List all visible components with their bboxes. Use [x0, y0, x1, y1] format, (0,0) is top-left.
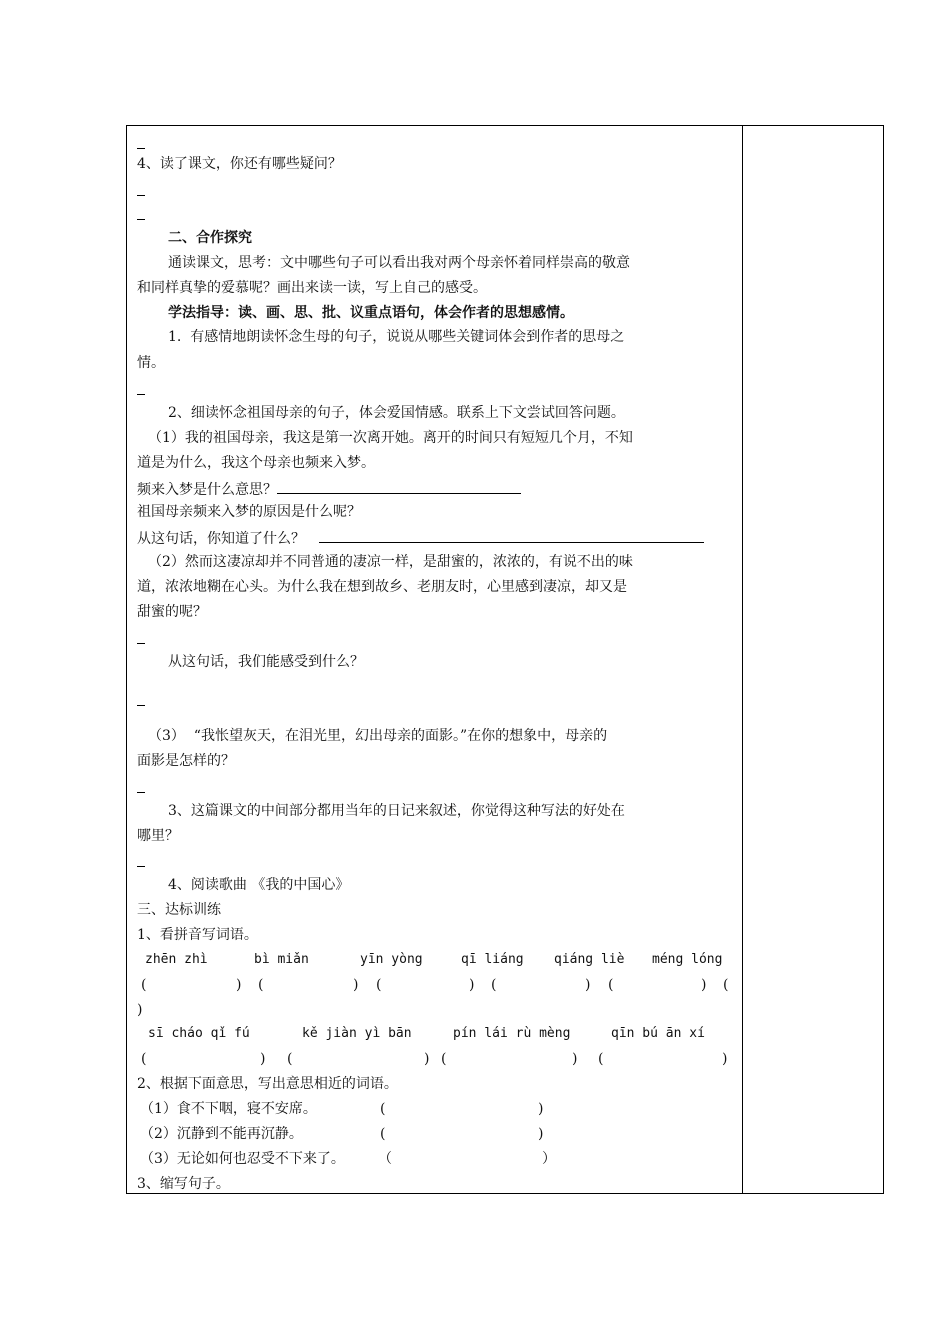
- answer-paren-close: ): [538, 1126, 544, 1142]
- part-2-sub-2-cont: 道，浓浓地糊在心头。为什么我在想到故乡、老朋友时，心里感到凄凉，却又是: [137, 579, 627, 595]
- part-3: 3、这篇课文的中间部分都用当年的日记来叙述，你觉得这种写法的好处在: [168, 803, 625, 819]
- pinyin-item: zhēn zhì: [145, 952, 208, 967]
- pinyin-item: méng lóng: [652, 952, 723, 967]
- part-1-cont: 情。: [137, 355, 165, 371]
- answer-paren-close: ): [260, 1051, 266, 1067]
- section-3-title: 三、达标训练: [137, 902, 221, 918]
- blank-line: [137, 195, 145, 196]
- answer-paren-close: ）: [542, 1151, 556, 1167]
- answer-paren-open: (: [598, 1051, 604, 1067]
- answer-underline[interactable]: [277, 479, 521, 494]
- answer-paren-open: (: [723, 977, 729, 993]
- answer-paren-open: (: [380, 1101, 386, 1117]
- part-2-sub-1: （1）我的祖国母亲，我这是第一次离开她。离开的时间只有短短几个月，不知: [148, 430, 633, 446]
- task-2-item-3: （3）无论如何也忍受不下来了。: [140, 1151, 345, 1167]
- pinyin-item: kě jiàn yì bān: [302, 1026, 412, 1041]
- blank-line: [137, 792, 145, 793]
- table-column-divider: [742, 125, 743, 1194]
- section-2-intro: 通读课文，思考：文中哪些句子可以看出我对两个母亲怀着同样崇高的敬意: [168, 255, 630, 271]
- answer-paren-close: ): [572, 1051, 578, 1067]
- part-2-sub-3-cont: 面影是怎样的？: [137, 753, 235, 769]
- answer-paren-open: (: [380, 1126, 386, 1142]
- pinyin-item: qīn bú ān xí: [611, 1026, 705, 1041]
- answer-paren-open: (: [287, 1051, 293, 1067]
- study-method: 学法指导：读、画、思、批、议重点语句，体会作者的思想感情。: [168, 305, 574, 321]
- part-2-sub-2-cont: 甜蜜的呢？: [137, 604, 207, 620]
- pinyin-item: qī liáng: [461, 952, 524, 967]
- question-reason: 祖国母亲频来入梦的原因是什么呢？: [137, 504, 361, 520]
- blank-line: [137, 394, 145, 395]
- answer-paren-open: (: [141, 1051, 147, 1067]
- task-2-item-2: （2）沉静到不能再沉静。: [140, 1126, 303, 1142]
- part-3-cont: 哪里？: [137, 828, 179, 844]
- task-2-item-1: （1）食不下咽，寝不安席。: [140, 1101, 317, 1117]
- question-feel: 从这句话，我们能感受到什么？: [168, 654, 364, 670]
- answer-paren-open: (: [491, 977, 497, 993]
- pinyin-item: pín lái rù mèng: [453, 1026, 571, 1041]
- blank-line: [137, 643, 145, 644]
- answer-paren-open: (: [608, 977, 614, 993]
- blank-line: [137, 705, 145, 706]
- pinyin-item: yīn yòng: [360, 952, 423, 967]
- section-2-intro-cont: 和同样真挚的爱慕呢？画出来读一读，写上自己的感受。: [137, 280, 487, 296]
- task-1: 1、看拼音写词语。: [137, 927, 258, 943]
- answer-paren-close: ): [469, 977, 475, 993]
- answer-paren-open: (: [141, 977, 147, 993]
- answer-paren-close: ): [701, 977, 707, 993]
- task-2: 2、根据下面意思，写出意思相近的词语。: [137, 1076, 398, 1092]
- answer-paren-close: ): [585, 977, 591, 993]
- answer-paren-close: ): [137, 1002, 143, 1018]
- part-4: 4、阅读歌曲 《我的中国心》: [168, 877, 350, 893]
- answer-paren-open: （: [378, 1151, 392, 1167]
- answer-paren-open: (: [258, 977, 264, 993]
- task-3: 3、缩写句子。: [137, 1176, 230, 1192]
- part-2-sub-2: （2）然而这凄凉却并不同普通的凄凉一样，是甜蜜的，浓浓的，有说不出的味: [148, 554, 633, 570]
- section-2-title: 二、合作探究: [168, 230, 252, 246]
- question-4: 4、读了课文，你还有哪些疑问？: [137, 156, 342, 172]
- part-2-sub-1-cont: 道是为什么，我这个母亲也频来入梦。: [137, 455, 375, 471]
- blank-line: [137, 219, 145, 220]
- answer-underline[interactable]: [319, 528, 704, 543]
- pinyin-item: bì miǎn: [254, 952, 309, 967]
- answer-paren-close: ): [538, 1101, 544, 1117]
- answer-paren-close: ): [353, 977, 359, 993]
- answer-paren-close: ): [424, 1051, 430, 1067]
- question-meaning: 频来入梦是什么意思？: [137, 479, 521, 499]
- pinyin-item: qiáng liè: [554, 952, 625, 967]
- part-2-sub-3: （3） “我怅望灰天，在泪光里，幻出母亲的面影。”在你的想象中，母亲的: [148, 728, 608, 744]
- part-2: 2、细读怀念祖国母亲的句子，体会爱国情感。联系上下文尝试回答问题。: [168, 405, 625, 421]
- question-learned: 从这句话，你知道了什么？: [137, 528, 704, 548]
- blank-line: [137, 866, 145, 867]
- answer-paren-open: (: [441, 1051, 447, 1067]
- answer-paren-close: ): [722, 1051, 728, 1067]
- answer-paren-close: ): [236, 977, 242, 993]
- blank-line: [137, 148, 145, 149]
- answer-paren-open: (: [376, 977, 382, 993]
- pinyin-item: sī cháo qǐ fú: [148, 1026, 250, 1041]
- part-1: 1. 有感情地朗读怀念生母的句子，说说从哪些关键词体会到作者的思母之: [168, 329, 625, 345]
